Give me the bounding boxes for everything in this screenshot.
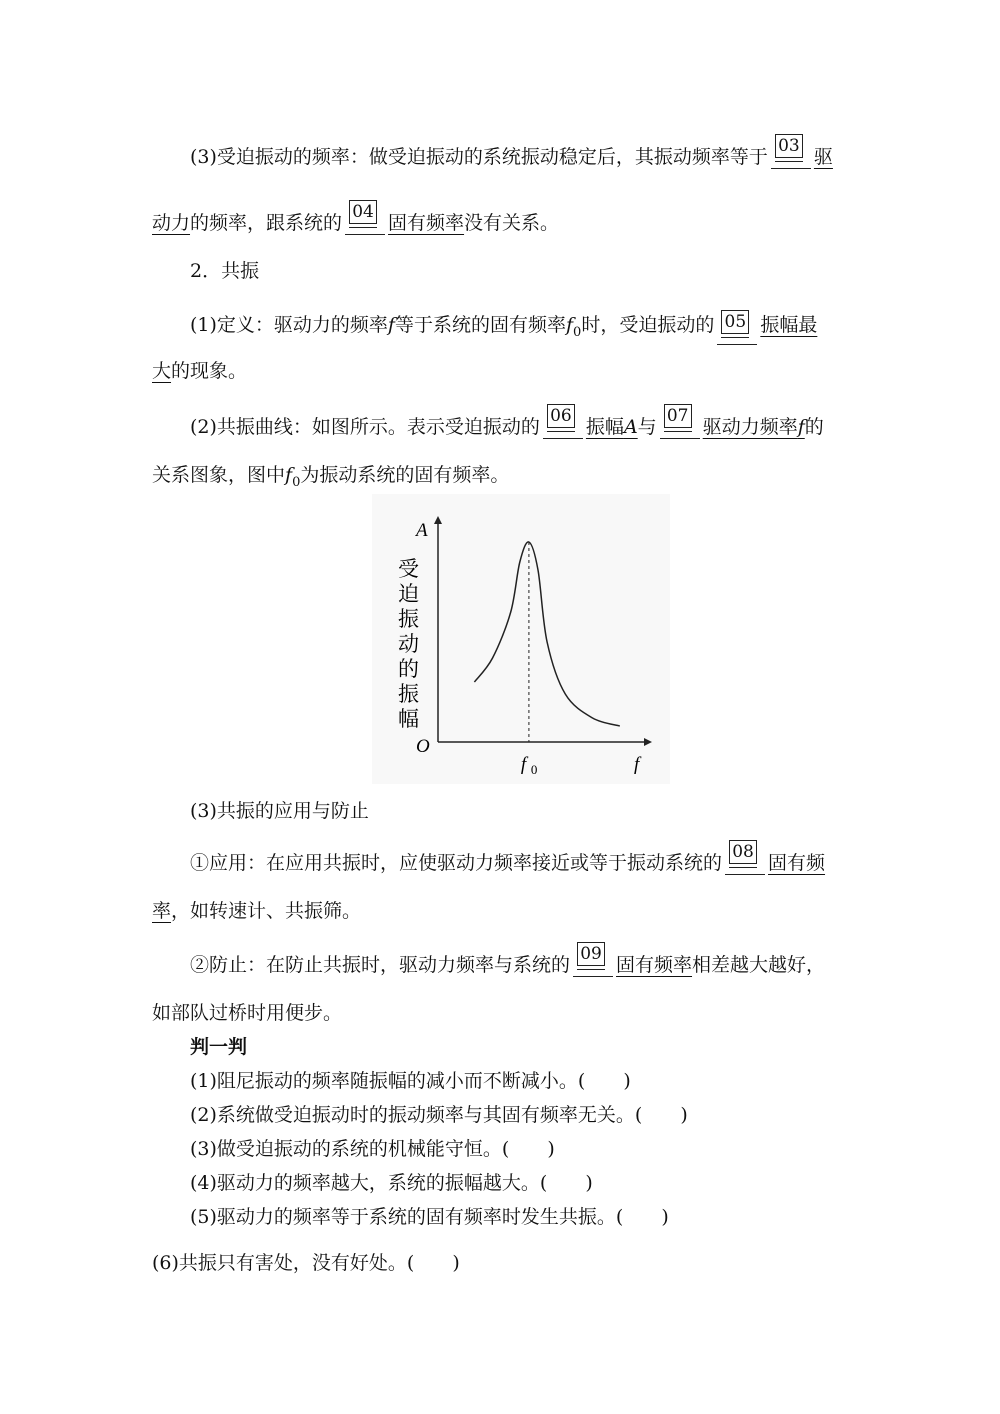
section-heading-resonance: 2．共振: [190, 260, 260, 282]
y-axis-vertical-char: 动: [398, 632, 419, 656]
resonance-chart-svg: [372, 494, 670, 784]
answer-blank-03: 03: [771, 144, 811, 170]
y-axis-vertical-char: 的: [398, 657, 419, 681]
judge-item: (1)阻尼振动的频率随振幅的减小而不断减小。( ): [190, 1070, 631, 1092]
answer-blank-05: 05: [717, 320, 757, 346]
y-axis-vertical-char: 受: [398, 557, 419, 581]
y-axis-vertical-char: 振: [398, 607, 419, 631]
y-axis-vertical-label: [398, 557, 419, 731]
answer-blank-07: 07: [660, 414, 700, 440]
y-axis-vertical-char: 幅: [398, 707, 419, 731]
peak-frequency-label: [521, 754, 538, 777]
answer-blank-09: 09: [573, 952, 613, 978]
y-axis-label: A: [416, 520, 428, 541]
curve-line2: 关系图象，图中$f_0$为振动系统的固有频率。: [152, 464, 510, 490]
peak-label-subscript: 0: [530, 762, 538, 777]
definition-line2: 大的现象。: [152, 360, 248, 382]
answer-blank-08: 08: [725, 850, 765, 876]
application-line2: 率，如转速计、共振筛。: [152, 900, 362, 922]
x-axis-label: f: [634, 754, 640, 775]
y-axis-vertical-char: 迫: [398, 582, 419, 606]
application-line1: ①应用：在应用共振时，应使驱动力频率接近或等于振动系统的 08 固有频: [190, 842, 826, 874]
judge-item: (3)做受迫振动的系统的机械能守恒。( ): [190, 1138, 555, 1160]
judge-item: (6)共振只有害处，没有好处。( ): [152, 1252, 460, 1274]
judge-item: (5)驱动力的频率等于系统的固有频率时发生共振。( ): [190, 1206, 669, 1228]
resonance-curve-chart: [372, 494, 670, 784]
p3-line2: 动力的频率，跟系统的 04 固有频率没有关系。: [152, 202, 560, 234]
peak-label-f: f: [520, 754, 527, 775]
judge-item: (2)系统做受迫振动时的振动频率与其固有频率无关。( ): [190, 1104, 688, 1126]
resonance-curve-line: [474, 542, 619, 726]
y-axis-vertical-char: 振: [398, 682, 419, 706]
prevention-line2: 如部队过桥时用便步。: [152, 1002, 343, 1024]
prevention-line1: ②防止：在防止共振时，驱动力频率与系统的 09 固有频率相差越大越好，: [190, 944, 826, 976]
judge-title: 判一判: [190, 1036, 248, 1058]
answer-blank-04: 04: [345, 210, 385, 236]
origin-label: O: [416, 736, 430, 757]
x-axis-arrow: [644, 738, 652, 746]
p3-line1: (3)受迫振动的频率：做受迫振动的系统振动稳定后，其振动频率等于 03 驱: [190, 136, 833, 168]
judge-item: (4)驱动力的频率越大，系统的振幅越大。( ): [190, 1172, 593, 1194]
y-axis-arrow: [434, 516, 442, 524]
curve-line1: (2)共振曲线：如图所示。表示受迫振动的 06 振幅A与 07 驱动力频率f的: [190, 406, 824, 438]
answer-blank-06: 06: [543, 414, 583, 440]
definition-line1: (1)定义：驱动力的频率f等于系统的固有频率$f_0$时，受迫振动的 05 振幅最: [190, 312, 817, 346]
applications-heading: (3)共振的应用与防止: [190, 800, 369, 822]
